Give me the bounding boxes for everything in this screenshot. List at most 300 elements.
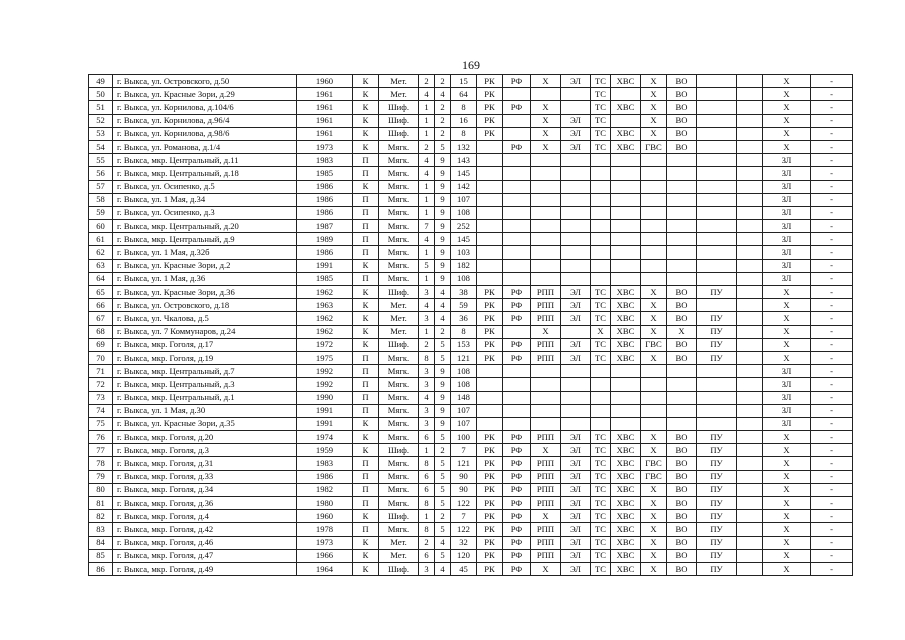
cell-c10 — [737, 497, 763, 510]
cell-year: 1974 — [297, 431, 353, 444]
cell-c1: РК — [477, 549, 503, 562]
cell-c5: ТС — [591, 510, 611, 523]
cell-floors: 4 — [435, 299, 451, 312]
cell-c9 — [697, 140, 737, 153]
cell-c7: ГВС — [641, 338, 667, 351]
cell-c7: ГВС — [641, 470, 667, 483]
cell-c7: Х — [641, 523, 667, 536]
cell-c6 — [611, 391, 641, 404]
cell-num: 57 — [89, 180, 113, 193]
table-row — [89, 391, 853, 404]
cell-c11: Х — [763, 127, 811, 140]
cell-floors: 9 — [435, 180, 451, 193]
cell-apts: 108 — [451, 378, 477, 391]
cell-c11: Х — [763, 562, 811, 575]
cell-c2 — [503, 233, 531, 246]
cell-wall: П — [353, 497, 379, 510]
cell-c4: ЭЛ — [561, 549, 591, 562]
cell-num: 75 — [89, 417, 113, 430]
cell-apts: 145 — [451, 167, 477, 180]
cell-roof: Мягк. — [379, 378, 419, 391]
cell-c5 — [591, 193, 611, 206]
cell-c1 — [477, 193, 503, 206]
cell-year: 1973 — [297, 536, 353, 549]
cell-wall: П — [353, 404, 379, 417]
cell-roof: Мягк. — [379, 523, 419, 536]
cell-year: 1987 — [297, 220, 353, 233]
cell-apts: 108 — [451, 272, 477, 285]
cell-floors: 4 — [435, 286, 451, 299]
cell-c1 — [477, 378, 503, 391]
cell-num: 65 — [89, 286, 113, 299]
cell-c12: - — [811, 470, 853, 483]
cell-c10 — [737, 206, 763, 219]
cell-c3: РПП — [531, 457, 561, 470]
cell-year: 1959 — [297, 444, 353, 457]
cell-entr: 8 — [419, 497, 435, 510]
cell-c9: ПУ — [697, 431, 737, 444]
cell-c3 — [531, 154, 561, 167]
cell-year: 1991 — [297, 417, 353, 430]
cell-floors: 2 — [435, 114, 451, 127]
cell-c2 — [503, 259, 531, 272]
cell-c11: Х — [763, 101, 811, 114]
cell-c5: ТС — [591, 483, 611, 496]
cell-c12: - — [811, 220, 853, 233]
cell-c11: ЗЛ — [763, 154, 811, 167]
cell-c6: ХВС — [611, 523, 641, 536]
cell-c9 — [697, 206, 737, 219]
cell-num: 77 — [89, 444, 113, 457]
cell-num: 50 — [89, 88, 113, 101]
cell-c7 — [641, 233, 667, 246]
table-row — [89, 536, 853, 549]
cell-c10 — [737, 272, 763, 285]
cell-c3 — [531, 220, 561, 233]
cell-c3: Х — [531, 325, 561, 338]
cell-c2 — [503, 365, 531, 378]
cell-c10 — [737, 299, 763, 312]
cell-wall: К — [353, 312, 379, 325]
cell-floors: 9 — [435, 365, 451, 378]
cell-c11: Х — [763, 483, 811, 496]
cell-c5 — [591, 417, 611, 430]
cell-c7: Х — [641, 75, 667, 88]
cell-c1 — [477, 246, 503, 259]
cell-num: 58 — [89, 193, 113, 206]
cell-roof: Мягк. — [379, 457, 419, 470]
cell-wall: П — [353, 351, 379, 364]
cell-c8 — [667, 404, 697, 417]
cell-c7: Х — [641, 88, 667, 101]
cell-c1 — [477, 391, 503, 404]
cell-c3 — [531, 88, 561, 101]
cell-year: 1985 — [297, 167, 353, 180]
table-row — [89, 259, 853, 272]
cell-c6: ХВС — [611, 562, 641, 575]
cell-c10 — [737, 431, 763, 444]
cell-c7: Х — [641, 562, 667, 575]
cell-year: 1966 — [297, 549, 353, 562]
cell-c7 — [641, 246, 667, 259]
cell-c3: РПП — [531, 483, 561, 496]
cell-c1 — [477, 272, 503, 285]
cell-wall: К — [353, 417, 379, 430]
cell-entr: 3 — [419, 562, 435, 575]
cell-year: 1962 — [297, 325, 353, 338]
cell-wall: К — [353, 510, 379, 523]
cell-c10 — [737, 193, 763, 206]
cell-roof: Мет. — [379, 312, 419, 325]
cell-c7: Х — [641, 549, 667, 562]
cell-address: г. Выкса, ул. Островского, д.50 — [113, 75, 297, 88]
cell-wall: П — [353, 378, 379, 391]
cell-c6 — [611, 417, 641, 430]
cell-c12: - — [811, 431, 853, 444]
cell-entr: 4 — [419, 391, 435, 404]
cell-c8: ВО — [667, 351, 697, 364]
cell-entr: 6 — [419, 431, 435, 444]
cell-c2 — [503, 246, 531, 259]
cell-c12: - — [811, 523, 853, 536]
cell-roof: Шиф. — [379, 127, 419, 140]
cell-c11: Х — [763, 431, 811, 444]
cell-wall: П — [353, 483, 379, 496]
cell-c8 — [667, 365, 697, 378]
cell-c10 — [737, 536, 763, 549]
cell-entr: 4 — [419, 154, 435, 167]
cell-c9: ПУ — [697, 457, 737, 470]
cell-c1: РК — [477, 510, 503, 523]
cell-c2: РФ — [503, 101, 531, 114]
cell-apts: 153 — [451, 338, 477, 351]
cell-c5: ТС — [591, 101, 611, 114]
cell-c3 — [531, 259, 561, 272]
cell-c10 — [737, 127, 763, 140]
cell-c10 — [737, 510, 763, 523]
cell-c7 — [641, 220, 667, 233]
cell-c6 — [611, 114, 641, 127]
cell-c6: ХВС — [611, 444, 641, 457]
cell-entr: 3 — [419, 312, 435, 325]
cell-c7: Х — [641, 286, 667, 299]
cell-entr: 2 — [419, 338, 435, 351]
cell-num: 60 — [89, 220, 113, 233]
cell-apts: 252 — [451, 220, 477, 233]
cell-c5: ТС — [591, 536, 611, 549]
cell-c5: ТС — [591, 431, 611, 444]
cell-c2: РФ — [503, 510, 531, 523]
cell-address: г. Выкса, ул. Корнилова, д.98/6 — [113, 127, 297, 140]
cell-c10 — [737, 523, 763, 536]
cell-c10 — [737, 365, 763, 378]
cell-roof: Шиф. — [379, 562, 419, 575]
cell-floors: 4 — [435, 536, 451, 549]
cell-roof: Шиф. — [379, 338, 419, 351]
cell-roof: Мет. — [379, 75, 419, 88]
cell-wall: П — [353, 233, 379, 246]
cell-c12: - — [811, 246, 853, 259]
cell-c2: РФ — [503, 497, 531, 510]
cell-wall: К — [353, 127, 379, 140]
cell-apts: 16 — [451, 114, 477, 127]
cell-c12: - — [811, 536, 853, 549]
cell-num: 69 — [89, 338, 113, 351]
cell-c4: ЭЛ — [561, 351, 591, 364]
cell-c2 — [503, 206, 531, 219]
cell-c5: ТС — [591, 127, 611, 140]
cell-c8: ВО — [667, 338, 697, 351]
cell-year: 1990 — [297, 391, 353, 404]
cell-c6 — [611, 167, 641, 180]
cell-year: 1986 — [297, 180, 353, 193]
cell-c1 — [477, 140, 503, 153]
cell-apts: 142 — [451, 180, 477, 193]
cell-c10 — [737, 286, 763, 299]
cell-c11: ЗЛ — [763, 233, 811, 246]
cell-apts: 143 — [451, 154, 477, 167]
cell-c11: Х — [763, 88, 811, 101]
cell-c7: Х — [641, 483, 667, 496]
cell-entr: 1 — [419, 325, 435, 338]
cell-num: 49 — [89, 75, 113, 88]
cell-c5: ТС — [591, 470, 611, 483]
cell-floors: 9 — [435, 246, 451, 259]
cell-c12: - — [811, 167, 853, 180]
cell-c8: ВО — [667, 88, 697, 101]
cell-wall: К — [353, 180, 379, 193]
cell-c8 — [667, 220, 697, 233]
cell-c4: ЭЛ — [561, 483, 591, 496]
cell-c2 — [503, 180, 531, 193]
cell-c11: Х — [763, 470, 811, 483]
cell-c3: Х — [531, 444, 561, 457]
cell-c3 — [531, 417, 561, 430]
cell-c8: ВО — [667, 549, 697, 562]
table-row — [89, 193, 853, 206]
cell-c12: - — [811, 378, 853, 391]
cell-year: 1961 — [297, 127, 353, 140]
cell-c5: ТС — [591, 562, 611, 575]
cell-c4 — [561, 220, 591, 233]
cell-wall: П — [353, 220, 379, 233]
cell-c11: ЗЛ — [763, 391, 811, 404]
cell-apts: 148 — [451, 391, 477, 404]
cell-c5: ТС — [591, 338, 611, 351]
cell-num: 56 — [89, 167, 113, 180]
cell-apts: 8 — [451, 127, 477, 140]
cell-c9 — [697, 127, 737, 140]
cell-apts: 7 — [451, 510, 477, 523]
cell-c8: ВО — [667, 483, 697, 496]
cell-c8: ВО — [667, 457, 697, 470]
cell-c7 — [641, 154, 667, 167]
cell-num: 86 — [89, 562, 113, 575]
cell-c2 — [503, 127, 531, 140]
cell-c4: ЭЛ — [561, 444, 591, 457]
cell-entr: 1 — [419, 246, 435, 259]
cell-c4 — [561, 154, 591, 167]
cell-c8 — [667, 233, 697, 246]
cell-entr: 1 — [419, 180, 435, 193]
cell-roof: Мягк. — [379, 233, 419, 246]
cell-entr: 6 — [419, 549, 435, 562]
cell-entr: 3 — [419, 404, 435, 417]
cell-c4 — [561, 233, 591, 246]
table-row — [89, 338, 853, 351]
cell-c9 — [697, 378, 737, 391]
cell-c9: ПУ — [697, 510, 737, 523]
cell-c5: ТС — [591, 75, 611, 88]
cell-apts: 7 — [451, 444, 477, 457]
cell-c4: ЭЛ — [561, 286, 591, 299]
cell-c4: ЭЛ — [561, 114, 591, 127]
cell-address: г. Выкса, мкр. Гоголя, д.4 — [113, 510, 297, 523]
cell-address: г. Выкса, мкр. Центральный, д.20 — [113, 220, 297, 233]
cell-c11: Х — [763, 536, 811, 549]
cell-c10 — [737, 233, 763, 246]
cell-c2: РФ — [503, 562, 531, 575]
cell-entr: 1 — [419, 127, 435, 140]
cell-c2 — [503, 154, 531, 167]
cell-c12: - — [811, 88, 853, 101]
cell-c10 — [737, 444, 763, 457]
cell-c7: Х — [641, 127, 667, 140]
cell-c11: ЗЛ — [763, 180, 811, 193]
cell-c6 — [611, 193, 641, 206]
cell-entr: 6 — [419, 483, 435, 496]
cell-address: г. Выкса, мкр. Гоголя, д.17 — [113, 338, 297, 351]
cell-address: г. Выкса, ул. Красные Зори, д.29 — [113, 88, 297, 101]
cell-roof: Мягк. — [379, 365, 419, 378]
cell-c1: РК — [477, 325, 503, 338]
cell-wall: П — [353, 457, 379, 470]
cell-c5: ТС — [591, 351, 611, 364]
cell-c2: РФ — [503, 549, 531, 562]
table-row — [89, 470, 853, 483]
cell-c9 — [697, 246, 737, 259]
cell-c10 — [737, 338, 763, 351]
cell-c2: РФ — [503, 75, 531, 88]
cell-floors: 5 — [435, 523, 451, 536]
cell-c11: Х — [763, 351, 811, 364]
table-row — [89, 444, 853, 457]
cell-c4: ЭЛ — [561, 510, 591, 523]
cell-c3 — [531, 233, 561, 246]
cell-c5 — [591, 180, 611, 193]
cell-wall: К — [353, 101, 379, 114]
cell-c1: РК — [477, 312, 503, 325]
cell-c7 — [641, 391, 667, 404]
cell-c6: ХВС — [611, 299, 641, 312]
cell-c1: РК — [477, 101, 503, 114]
cell-roof: Мягк. — [379, 246, 419, 259]
cell-entr: 1 — [419, 193, 435, 206]
cell-c12: - — [811, 75, 853, 88]
cell-apts: 8 — [451, 325, 477, 338]
cell-roof: Мягк. — [379, 431, 419, 444]
cell-address: г. Выкса, мкр. Гоголя, д.33 — [113, 470, 297, 483]
cell-c9: ПУ — [697, 338, 737, 351]
cell-c4 — [561, 272, 591, 285]
cell-num: 83 — [89, 523, 113, 536]
cell-c1 — [477, 180, 503, 193]
cell-wall: П — [353, 365, 379, 378]
cell-apts: 132 — [451, 140, 477, 153]
cell-c1: РК — [477, 536, 503, 549]
cell-c4 — [561, 259, 591, 272]
cell-apts: 103 — [451, 246, 477, 259]
cell-c8 — [667, 259, 697, 272]
cell-floors: 9 — [435, 417, 451, 430]
cell-c6: ХВС — [611, 325, 641, 338]
cell-c1: РК — [477, 470, 503, 483]
table-row — [89, 378, 853, 391]
cell-c10 — [737, 457, 763, 470]
cell-c12: - — [811, 497, 853, 510]
cell-address: г. Выкса, ул. Корнилова, д.96/4 — [113, 114, 297, 127]
cell-c9: ПУ — [697, 523, 737, 536]
cell-apts: 122 — [451, 523, 477, 536]
cell-apts: 122 — [451, 497, 477, 510]
cell-address: г. Выкса, ул. 1 Мая, д.36 — [113, 272, 297, 285]
cell-roof: Мягк. — [379, 391, 419, 404]
table-row — [89, 272, 853, 285]
cell-wall: К — [353, 75, 379, 88]
cell-c6: ХВС — [611, 351, 641, 364]
cell-c11: Х — [763, 114, 811, 127]
cell-c11: ЗЛ — [763, 272, 811, 285]
cell-c6: ХВС — [611, 431, 641, 444]
cell-num: 78 — [89, 457, 113, 470]
cell-floors: 9 — [435, 391, 451, 404]
cell-c3 — [531, 391, 561, 404]
cell-year: 1961 — [297, 88, 353, 101]
cell-c4: ЭЛ — [561, 562, 591, 575]
cell-floors: 5 — [435, 483, 451, 496]
cell-roof: Шиф. — [379, 510, 419, 523]
cell-entr: 6 — [419, 470, 435, 483]
cell-c12: - — [811, 101, 853, 114]
cell-c5: Х — [591, 325, 611, 338]
cell-roof: Мягк. — [379, 470, 419, 483]
cell-apts: 45 — [451, 562, 477, 575]
cell-floors: 5 — [435, 431, 451, 444]
cell-year: 1991 — [297, 404, 353, 417]
cell-c1: РК — [477, 75, 503, 88]
cell-floors: 2 — [435, 127, 451, 140]
cell-wall: П — [353, 246, 379, 259]
cell-address: г. Выкса, мкр. Центральный, д.7 — [113, 365, 297, 378]
cell-wall: К — [353, 338, 379, 351]
cell-c2: РФ — [503, 338, 531, 351]
cell-c8: ВО — [667, 523, 697, 536]
cell-entr: 1 — [419, 444, 435, 457]
table-row — [89, 404, 853, 417]
cell-c5: ТС — [591, 457, 611, 470]
cell-c12: - — [811, 140, 853, 153]
cell-c4: ЭЛ — [561, 497, 591, 510]
cell-c12: - — [811, 391, 853, 404]
cell-c9 — [697, 220, 737, 233]
housing-table — [88, 74, 853, 576]
cell-floors: 9 — [435, 154, 451, 167]
cell-c5: ТС — [591, 497, 611, 510]
cell-c11: Х — [763, 75, 811, 88]
cell-c5 — [591, 365, 611, 378]
cell-entr: 4 — [419, 167, 435, 180]
cell-floors: 5 — [435, 549, 451, 562]
